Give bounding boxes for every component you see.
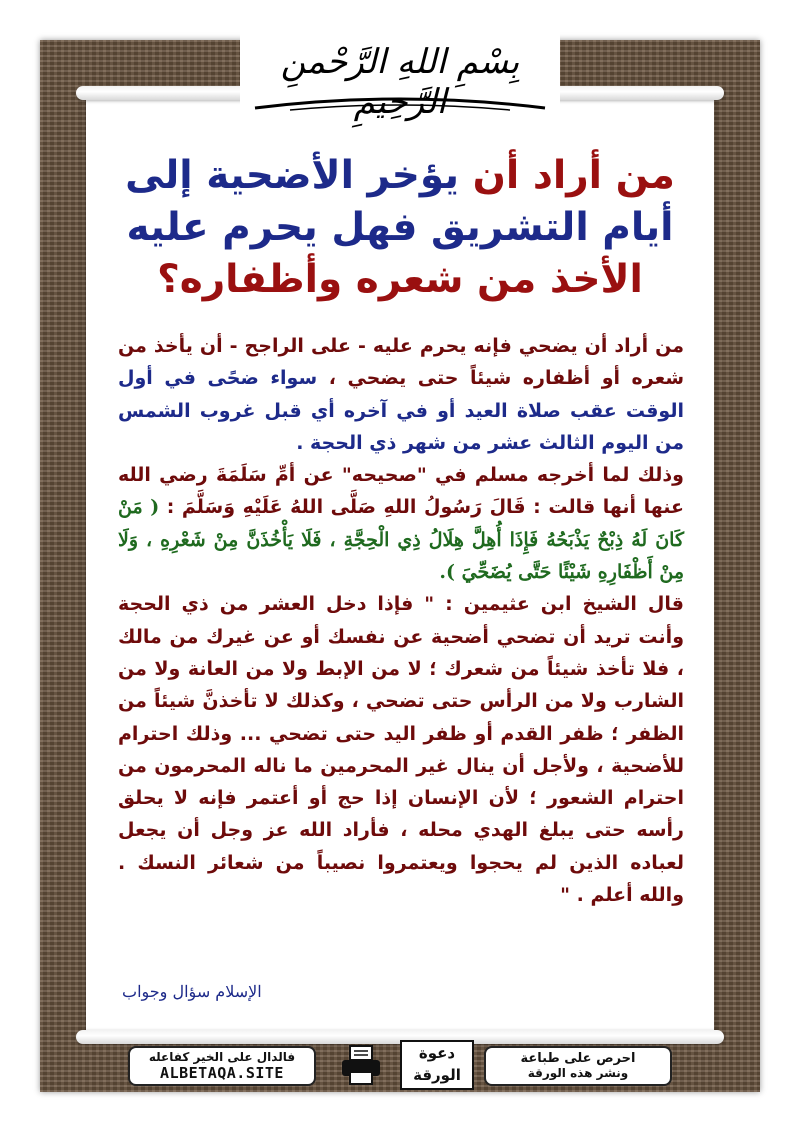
paragraph-1-part-a: من أراد أن يضحي فإنه يحرم عليه - على الراجح - أن يأخذ من شعره أو أظفاره شيئاً حتى يضحي ،	[118, 335, 685, 390]
print-encourage-line-2: ونشر هذه الورقة	[527, 1066, 629, 1080]
title-line-3: الأخذ من شعره وأظفاره؟	[157, 257, 643, 302]
printer-icon	[338, 1042, 384, 1088]
paragraph-2-intro: وذلك لما أخرجه مسلم في "صحيحه" عن أمِّ سَلَمَةَ رضي الله عنها أنها قالت : قَالَ رَسُولُ اللهِ صَلَّى اللهُ عَلَيْهِ وَسَلَّمَ :	[118, 464, 684, 519]
paragraph-1-part-b: سواء ضحًى في أول الوقت عقب صلاة العيد أو في آخره أي قبل غروب الشمس من اليوم الثالث عشر من شهر ذي الحجة .	[118, 367, 684, 454]
calligraphy-swoosh-icon	[250, 96, 550, 114]
website-slogan: فالدال على الخير كفاعله	[148, 1050, 296, 1064]
footer-bar	[128, 1040, 672, 1092]
paragraph-3-intro: قال الشيخ ابن عثيمين :	[434, 593, 684, 616]
source-attribution: الإسلام سؤال وجواب	[122, 982, 262, 1001]
paragraph-2	[118, 459, 684, 588]
paragraph-3	[118, 588, 684, 911]
print-encourage-line-1: احرص على طباعة	[520, 1051, 636, 1066]
website-box	[128, 1046, 316, 1086]
title-line-1	[110, 150, 690, 202]
title-blue-part-1: يؤخر الأضحية إلى	[125, 153, 460, 198]
title-red-part-1: من أراد أن	[472, 153, 675, 198]
paragraph-3-quote: " فإذا دخل العشر من ذي الحجة وأنت تريد أن تضحي أضحية عن نفسك أو عن غيرك من مالك ، فلا تأخذ شيئاً من شعرك ؛ لا من الإبط ولا من العانة ولا من الشارب ولا من الرأس حتى تضحي ، وكذلك لا تأخذنَّ شيئاً من الظفر ؛ ظفر القدم أو ظفر اليد حتى تضحي ... وذلك احترام للأضحية ، ولأجل أن ينال غير المحرمين ما ناله المحرمون من احترام الشعور ؛ لأن الإنسان إذا حج أو أعتمر فإنه لا يحلق رأسه حتى يبلغ الهدي محله ، فأراد الله عز وجل أن يجعل لعباده الذين لم يحجوا ويعتمروا نصيباً من شعائر النسك . والله أعلم . "	[118, 593, 684, 907]
logo-line-1: دعوة	[418, 1044, 456, 1062]
title-line-2: أيام التشريق فهل يحرم عليه	[126, 205, 674, 250]
print-encourage-box	[484, 1046, 672, 1086]
article-body	[118, 330, 684, 911]
website-url[interactable]: ALBETAQA.SITE	[160, 1064, 284, 1082]
logo-line-2: الورقة	[413, 1066, 461, 1084]
basmala-calligraphy: بِسْمِ اللهِ الرَّحْمنِ الرَّحِيمِ	[280, 42, 520, 122]
basmala-banner	[240, 20, 560, 122]
hadith-quote: ( مَنْ كَانَ لَهُ ذِبْحٌ يَذْبَحُهُ فَإِذَا أُهِلَّ هِلَالُ ذِي الْحِجَّةِ ، فَلَا يَأْخُذَنَّ مِنْ شَعْرِهِ ، وَلَا مِنْ أَظْفَارِهِ شَيْئًا حَتَّى يُضَحِّيَ ).	[118, 496, 684, 584]
page-title	[110, 150, 690, 306]
paragraph-1	[118, 330, 684, 459]
dawat-alwaraqa-logo	[400, 1040, 474, 1090]
